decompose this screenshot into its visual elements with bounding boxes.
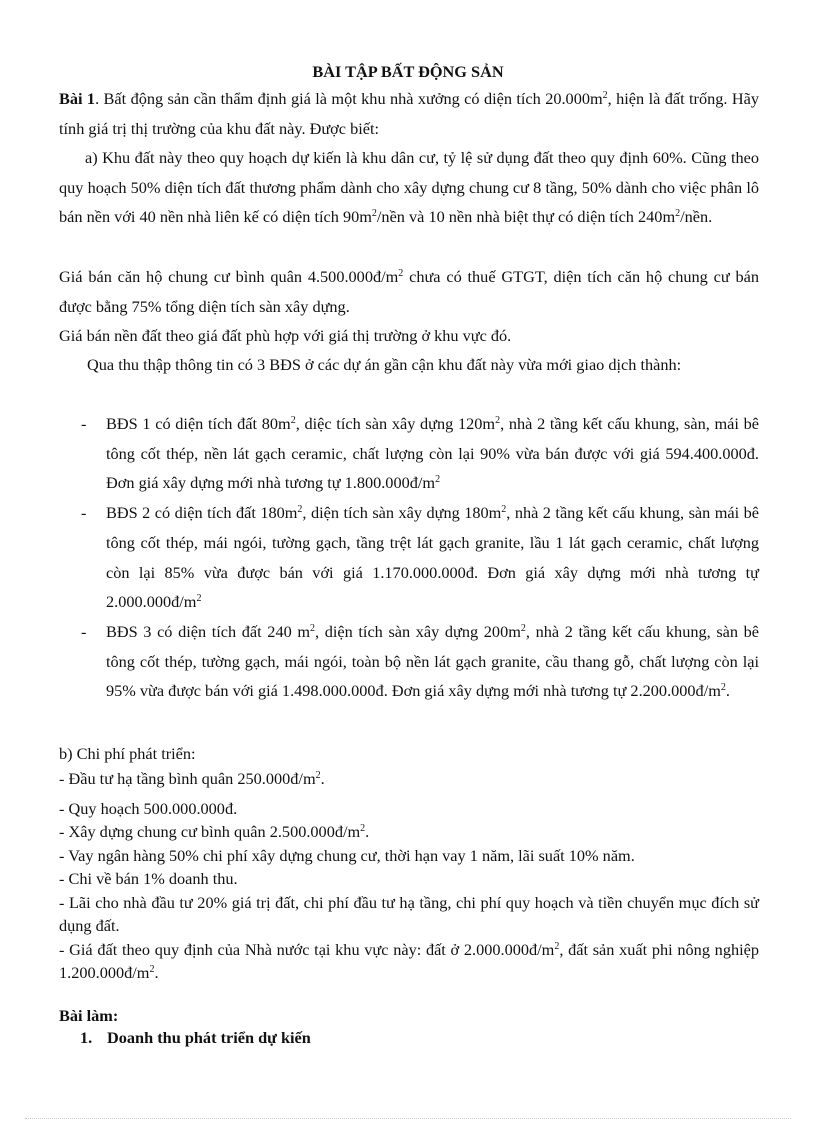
list-bullet: - — [81, 503, 87, 523]
list-item — [59, 617, 759, 706]
item-text: , đất sản xuất phi nông nghiệp 1.200.000đ/m — [59, 939, 759, 982]
item-text: BĐS 3 có diện tích đất 240 m — [106, 621, 311, 641]
superscript: 2 — [675, 208, 681, 220]
cost-item — [59, 820, 759, 844]
item-text: , diệc tích sàn xây dựng 120m — [295, 414, 496, 433]
comparable-properties-list — [59, 409, 759, 706]
page-title: BÀI TẬP BẤT ĐỘNG SẢN — [312, 62, 504, 81]
superscript: 2 — [435, 474, 441, 486]
intro-text-cont: , hiện là đất trống. Hãy tính giá trị thị trường của khu đất này. Được biết: — [59, 89, 759, 138]
cost-list — [59, 767, 759, 985]
superscript: 2 — [196, 593, 202, 605]
problem-label: Bài 1 — [59, 89, 96, 108]
superscript: 2 — [520, 622, 526, 634]
paragraph-survey: Qua thu thập thông tin có 3 BĐS ở các dự án gần cận khu đất này vừa mới giao dịch thành: — [87, 355, 682, 374]
superscript: 2 — [360, 823, 366, 834]
superscript: 2 — [495, 415, 501, 426]
page-bottom-divider — [25, 1118, 791, 1119]
cost-item: - Chi về bán 1% doanh thu. — [59, 869, 238, 888]
intro-text: . Bất động sản cần thẩm định giá là một khu nhà xưởng có diện tích 20.000m — [95, 89, 603, 108]
cost-item — [59, 938, 759, 985]
superscript: 2 — [602, 90, 608, 101]
para-text: a) Khu đất này theo quy hoạch dự kiến là khu dân cư, tỷ lệ sử dụng đất theo quy định 60%. Cũng theo quy hoạch 50% diện tích đất thương phẩm dành cho xây dựng chung cư 8 tầng, 50% dành cho việc phân lô bán nền với 40 nền nhà liên kế có diện tích 90m — [59, 148, 759, 227]
superscript: 2 — [720, 682, 726, 694]
problem-intro — [59, 84, 759, 143]
item-text: BĐS 1 có diện tích đất 80m — [106, 414, 291, 433]
para-text: /nền. — [680, 207, 713, 227]
superscript: 2 — [554, 940, 560, 952]
superscript: 2 — [371, 208, 377, 220]
para-text: Giá bán căn hộ chung cư bình quân 4.500.000đ/m — [59, 267, 399, 286]
item-text: . — [154, 963, 159, 982]
cost-heading: b) Chi phí phát triển: — [59, 744, 196, 763]
list-bullet: - — [81, 621, 87, 641]
answer-heading: Bài làm: — [59, 1006, 119, 1025]
superscript: 2 — [310, 622, 316, 634]
superscript: 2 — [297, 504, 303, 516]
item-text: , nhà 2 tầng kết cấu khung, sàn mái bê tông cốt thép, mái ngói, tường gạch, tầng trệt lát gạch granite, lầu 1 lát gạch ceramic, chất lượng còn lại 85% vừa được bán với giá 1.170.000.000đ. Đơn giá xây dựng mới nhà tương tự 2.000.000đ/m — [106, 503, 760, 612]
section-number: 1. — [80, 1028, 93, 1047]
item-text: , diện tích sàn xây dựng 180m — [302, 503, 502, 523]
para-text: chưa có thuế GTGT, diện tích căn hộ chung cư bán được bằng 75% tổng diện tích sàn xây dựng. — [59, 267, 759, 316]
item-text: BĐS 2 có diện tích đất 180m — [106, 503, 298, 523]
superscript: 2 — [149, 964, 155, 975]
list-bullet: - — [81, 414, 87, 433]
item-text: - Đầu tư hạ tầng bình quân 250.000đ/m — [59, 769, 316, 788]
item-text: . — [365, 822, 370, 841]
paragraph-apartment-price — [59, 262, 759, 321]
cost-item: - Quy hoạch 500.000.000đ. — [59, 798, 238, 818]
list-item — [59, 498, 759, 617]
list-item — [59, 409, 759, 498]
superscript: 2 — [501, 504, 507, 516]
cost-item: - Lãi cho nhà đầu tư 20% giá trị đất, chi phí đầu tư hạ tầng, chi phí quy hoạch và tiền chuyển mục đích sử dụng đất. — [59, 892, 759, 935]
item-text: , nhà 2 tầng kết cấu khung, sàn, mái bê tông cốt thép, nền lát gạch ceramic, chất lượng còn lại 90% vừa bán được với giá 594.400.000đ. Đơn giá xây dựng mới nhà tương tự 1.800.000đ/m — [106, 414, 759, 493]
cost-item — [59, 767, 759, 791]
superscript: 2 — [315, 770, 321, 781]
item-text: . — [320, 769, 325, 788]
superscript: 2 — [290, 415, 296, 426]
item-text: - Xây dựng chung cư bình quân 2.500.000đ/m — [59, 822, 361, 841]
section-heading — [80, 1026, 311, 1049]
paragraph-land-price: Giá bán nền đất theo giá đất phù hợp với giá thị trường ở khu vực đó. — [59, 326, 512, 345]
paragraph-zoning — [59, 143, 759, 232]
para-text: /nền và 10 nền nhà biệt thự có diện tích 240m — [376, 207, 676, 227]
item-text: - Giá đất theo quy định của Nhà nước tại khu vực này: đất ở 2.000.000đ/m — [59, 939, 555, 959]
item-text: . — [725, 681, 730, 701]
item-text: , diện tích sàn xây dựng 200m — [315, 621, 521, 641]
superscript: 2 — [398, 268, 404, 279]
cost-item: - Vay ngân hàng 50% chi phí xây dựng chung cư, thời hạn vay 1 năm, lãi suất 10% năm. — [59, 845, 635, 865]
section-title: Doanh thu phát triển dự kiến — [107, 1028, 311, 1047]
item-text: , nhà 2 tầng kết cấu khung, sàn bê tông cốt thép, tường gạch, mái ngói, toàn bộ nền lát gạch granite, cầu thang gỗ, chất lượng còn lại 95% vừa được bán với giá 1.498.000.000đ. Đơn giá xây dựng mới nhà tương tự 2.200.000đ/m — [106, 621, 760, 701]
